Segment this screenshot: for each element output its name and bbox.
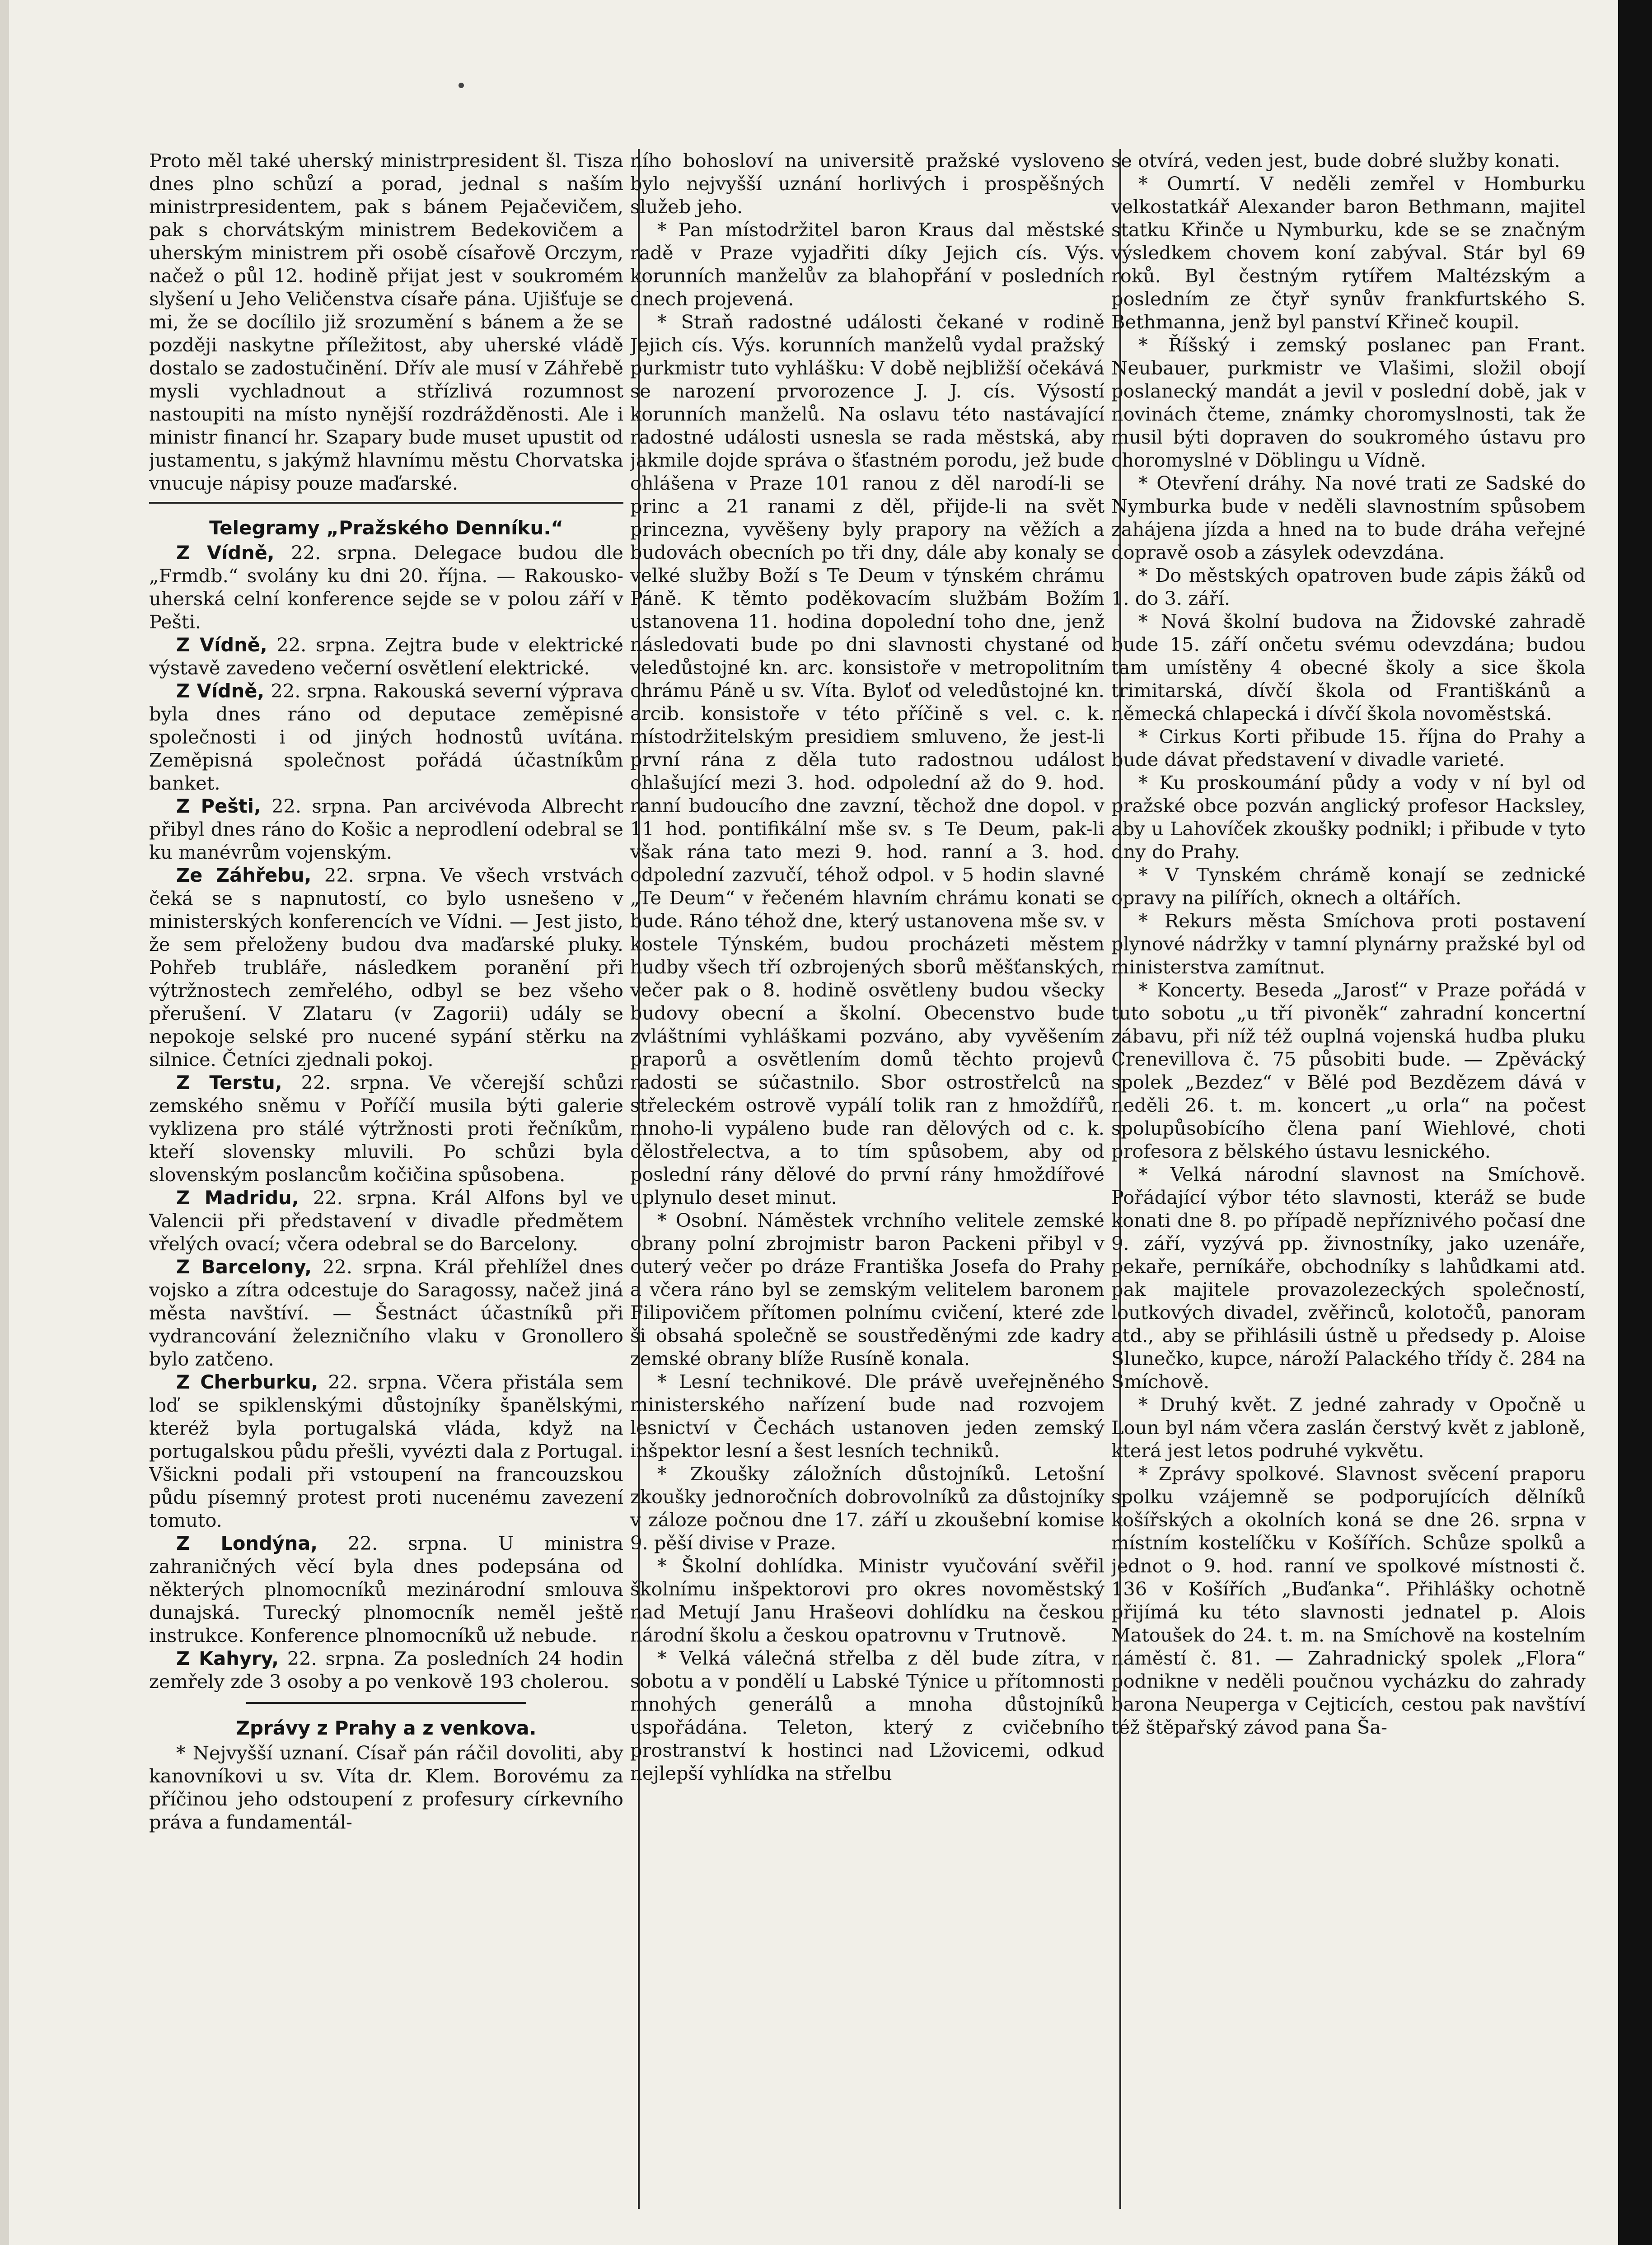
news-item: * Lesní technikové. Dle právě uveřejněného ministerského nařízení bude nad rozvojem lesnictví v Čechách ustanoven jeden zemský inšpektor lesní a šest lesních techniků. [630, 1370, 1104, 1462]
news-item: * Zkoušky záložních důstojníků. Letošní zkoušky jednoročních dobrovolníků za důstojníky v záloze počnou dne 17. září u zkoušební komise 9. pěší divise v Praze. [630, 1463, 1104, 1554]
telegram-text: 22. srpna. Rakouská severní výprava byla dnes ráno od deputace zeměpisné společnosti i od jiných hodnostů uvítána. Zeměpisná společnost pořádá účastníkům banket. [149, 680, 623, 794]
telegram-item [149, 864, 623, 1071]
news-item: ního bohosloví na universitě pražské vysloveno bylo nejvyšší uznání horlivých i prospěšných služeb jeho. [630, 150, 1104, 218]
news-item: * Koncerty. Beseda „Jarosť“ v Praze pořádá v tuto sobotu „u tří pivoněk“ zahradní koncertní zábavu, při níž též ouplná vojenská hudba pluku Crenevillova č. 75 působiti bude. — Zpěvácký spolek „Bezdez“ v Bělé pod Bezdězem dává v neděli 26. t. m. koncert „u orla“ na počest spolupůsobícího člena paní Wiehlové, choti profesora z bělského ústavu lesnického. [1111, 979, 1586, 1162]
telegram-text: 22. srpna. Ve včerejší schůzi zemského sněmu v Poříčí musila býti galerie vyklizena pro stálé výtržnosti proti řečníkům, kteří slovensky mluvili. Po schůzi byla slovenským poslancům kočičina spůsobena. [149, 1071, 623, 1186]
telegram-place: Z Vídně, [176, 680, 265, 702]
telegram-text: 22. srpna. Ve všech vrstvách čeká se s napnutostí, co bylo usnešeno v ministerských konferencích ve Vídni. — Jest jisto, že sem přeloženy budou dva maďarské pluky. Pohřeb trubláře, následkem poranění při výtržnostech zemřelého, odbyl se bez všeho přerušení. V Zlataru (v Zagorii) udály se nepokoje selské pro nucené sypání stěrku na silnice. Četníci zjednali pokoj. [149, 864, 623, 1071]
telegram-item [149, 633, 623, 679]
news-item: * Velká národní slavnost na Smíchově. Pořádající výbor této slavnosti, kteráž se bude konati dne 8. po případě nepříznivého počasí dne 9. září, vyzývá pp. živnostníky, jako uzenáře, pekaře, perníkáře, obchodníky s lahůdkami atd. pak majitele provazolezeckých společností, loutkových divadel, zvěřinců, kolotočů, panoram atd., aby se přihlásili ústně u předsedy p. Aloise Slunečko, kupce, nároží Palackého třídy č. 284 na Smíchově. [1111, 1163, 1586, 1393]
page-edge-right [1618, 0, 1652, 2245]
telegram-item [149, 1532, 623, 1647]
column-2 [630, 149, 1104, 2209]
praha-section-title: Zprávy z Prahy a z venkova. [236, 1717, 537, 1739]
news-item: * Otevření dráhy. Na nové trati ze Sadské do Nymburka bude v neděli slavnostním spůsobem zahájena jízda a hned na to bude dráha veřejné dopravě osob a zásylek odevzdána. [1111, 472, 1586, 563]
newspaper-columns [149, 149, 1586, 2209]
telegram-item [149, 1186, 623, 1255]
news-item: * Pan místodržitel baron Kraus dal městské radě v Praze vyjadřiti díky Jejich cís. Výs. korunních manželův za blahopřání v posledních dnech projevená. [630, 219, 1104, 310]
telegram-item [149, 1071, 623, 1186]
section-rule [149, 502, 623, 504]
news-item: * Nejvyšší uznaní. Císař pán ráčil dovoliti, aby kanovníkovi u sv. Víta dr. Klem. Borovému za příčinou jeho odstoupení z profesury církevního práva a fundamentál- [149, 1742, 623, 1833]
column-3 [1111, 149, 1586, 2209]
news-item: * Velká válečná střelba z děl bude zítra, v sobotu a v pondělí u Labské Týnice u přítomnosti mnohých generálů a mnoha důstojníků uspořádána. Teleton, který z cvičebního prostranství k hostinci nad Lžovicemi, odkud nejlepší vyhlídka na střelbu [630, 1647, 1104, 1784]
telegram-place: Z Vídně, [176, 542, 275, 564]
telegram-place: Z Madridu, [176, 1187, 299, 1209]
news-item: * Osobní. Náměstek vrchního velitele zemské obrany polní zbrojmistr baron Packeni přibyl v outerý večer po dráze Františka Josefa do Prahy a včera ráno byl se zemským velitelem baronem Filipovičem přítomen polnímu cvičení, které zde ši obsahá společně se soustředěnými zde kadry zemské obrany blíže Rusíně konala. [630, 1209, 1104, 1370]
news-item: * Zprávy spolkové. Slavnost svěcení praporu spolku vzájemně se podporujících dělníků košířských a okolních koná se dne 26. srpna v místním kostelíčku v Košířích. Schůze spolků a jednot o 9. hod. ranní ve spolkové místnosti č. 136 v Košířích „Buďanka“. Přihlášky ochotně přijímá ku této slavnosti jednatel p. Alois Matoušek do 24. t. m. na Smíchově na kostelním náměstí č. 81. — Zahradnický spolek „Flora“ podnikne v neděli poučnou vycházku do zahrady barona Neuperga v Cejticích, cestou pak navštíví též štěpařský závod pana Ša- [1111, 1463, 1586, 1738]
telegram-text: 22. srpna. Král přehlížel dnes vojsko a zítra odcestuje do Saragossy, načež jiná města navštíví. — Šestnáct účastníků při vydrancování železničního vlaku v Gronollero bylo zatčeno. [149, 1256, 623, 1370]
news-item: * Cirkus Korti přibude 15. října do Prahy a bude dávat představení v divadle varieté. [1111, 725, 1586, 771]
scan-mark [459, 83, 464, 88]
telegram-place: Z Pešti, [176, 795, 261, 817]
news-item: * V Tynském chrámě konají se zednické opravy na pilířích, oknech a oltářích. [1111, 864, 1586, 909]
news-item: se otvírá, veden jest, bude dobré služby konati. [1111, 150, 1560, 172]
telegram-text: 22. srpna. Král Alfons byl ve Valencii při představení v divadle předmětem vřelých ovací; včera odebral se do Barcelony. [149, 1187, 623, 1255]
telegram-item [149, 541, 623, 633]
intro-paragraph: Proto měl také uherský ministrpresident šl. Tisza dnes plno schůzí a porad, jednal s naším ministrpresidentem, pak s bánem Pejačevičem, pak s chorvátským ministrem Bedekovičem a uherským ministrem při osobě císařově Orczym, načež o půl 12. hodině přijat jest v soukromém slyšení u Jeho Veličenstva císaře pána. Ujišťuje se mi, že se docílilo již srozumění s bánem a že se později naskytne příležitost, aby uherské vládě dostalo se zadostučinění. Dřív ale musí v Záhřebě mysli vychladnout a střízlivá rozumnost nastoupiti na místo nynější rozdrážděnosti. Ale i ministr financí hr. Szapary bude muset upustit od justamentu, s jakýmž hlavnímu městu Chorvatska vnucuje nápisy pouze maďarské. [149, 150, 623, 494]
telegram-text: 22. srpna. Včera přistála sem loď se spiklenskými důstojníky španělskými, kteréž byla portugalská vláda, když na portugalskou půdu přešli, vyvézti dala z Portugal. Všickni podali při vstoupení na francouzskou půdu písemný protest proti nucenému zavezení tomuto. [149, 1371, 623, 1531]
news-item: * Školní dohlídka. Ministr vyučování svěřil školnímu inšpektorovi pro okres novoměstský nad Metují Janu Hrašeovi dohlídku na českou národní školu a českou opatrovnu v Trutnově. [630, 1555, 1104, 1646]
column-1 [149, 149, 623, 2209]
news-item: * Straň radostné události čekané v rodině Jejich cís. Výs. korunních manželů vydal pražský purkmistr tuto vyhlášku: V době nejbližší očekává se narození prvorozence J. J. cís. Výsostí korunních manželů. Na oslavu této nastávající radostné události usnesla se rada městská, aby jakmile dojde správa o šťastném porodu, jež bude ohlášena v Praze 101 ranou z děl narodí-li se princ a 21 ranami z děl, přijde-li na svět princezna, vyvěšeny byly prapory na věžích a budovách obecních po tři dny, dále aby konaly se velké služby Boží s Te Deum v týnském chrámu Páně. K těmto poděkovacím službám Božím ustanovena 11. hodina dopolední toho dne, jenž následovati bude po dni slavnosti chystané od veledůstojné kn. arc. konsistoře v metropolitním chrámu Páně u sv. Víta. Byloť od veledůstojné kn. arcib. konsistoře v této příčině s vel. c. k. místodržitelským presidiem smluveno, že jest-li první rána z děla tuto radostnou událost ohlašující mezi 3. hod. odpolední až do 9. hod. ranní budoucího dne zavzní, těchož dne dopol. v 11 hod. pontifikální mše sv. s Te Deum, pak-li však rána tato mezi 9. hod. ranní a 3. hod. odpolední zazvučí, téhož odpol. v 5 hodin slavné „Te Deum“ v řečeném hlavním chrámu konati se bude. Ráno téhož dne, který ustanovena mše sv. v kostele Týnském, budou procházeti městem hudby všech tří ozbrojených sborů měšťanských, večer pak o 8. hodině osvětleny budou všecky budovy obecní a školní. Obecenstvo bude zvláštními vyhláškami pozváno, aby vyvěšením praporů a osvětlením domů těchto projevů radosti se súčastnilo. Sbor ostrostřelců na střeleckém ostrově vypálí tolik ran z hmoždířů, mnoho-li vypáleno bude ran dělových od c. k. dělostřelectva, a to tím spůsobem, aby od poslední rány dělové do první rány hmoždířové uplynulo deset minut. [630, 311, 1104, 1208]
news-item: * Druhý květ. Z jedné zahrady v Opočně u Loun byl nám včera zaslán čerstvý květ z jabloně, která jest letos podruhé vykvětu. [1111, 1394, 1586, 1462]
telegram-place: Z Barcelony, [176, 1256, 312, 1278]
telegram-text: 22. srpna. Za posledních 24 hodin zemřely zde 3 osoby a po venkově 193 cholerou. [149, 1647, 623, 1693]
telegram-item [149, 1647, 623, 1693]
telegram-place: Ze Záhřebu, [176, 864, 312, 886]
page-edge-left [0, 0, 9, 2245]
telegram-item [149, 1255, 623, 1370]
telegram-text: 22. srpna. Zejtra bude v elektrické výstavě zavedeno večerní osvětlení elektrické. [149, 634, 623, 679]
news-item: * Rekurs města Smíchova proti postavení plynové nádržky v tamní plynárny pražské byl od ministerstva zamítnut. [1111, 910, 1586, 978]
telegram-place: Z Terstu, [176, 1071, 282, 1094]
telegram-place: Z Kahyry, [176, 1647, 279, 1670]
news-item: * Do městských opatroven bude zápis žáků od 1. do 3. září. [1111, 564, 1586, 609]
section-rule [246, 1702, 526, 1704]
telegram-section-title: Telegramy „Pražského Denníku.“ [209, 517, 563, 539]
telegram-item [149, 679, 623, 795]
telegram-item [149, 795, 623, 864]
telegram-place: Z Cherburku, [176, 1371, 318, 1393]
news-item: * Oumrtí. V neděli zemřel v Homburku velkostatkář Alexander baron Bethmann, majitel statku Křinče u Nymburku, kde se se značným výsledkem chovem koní zabýval. Stár byl 69 roků. Byl čestným rytířem Maltézským a posledním ze čtyř synův frankfurtského S. Bethmanna, jenž byl panství Křineč koupil. [1111, 173, 1586, 333]
telegram-text: 22. srpna. Pan arcivévoda Albrecht přibyl dnes ráno do Košic a neprodlení odebral se ku manévrům vojenským. [149, 795, 623, 863]
telegram-text: 22. srpna. Delegace budou dle „Frmdb.“ svolány ku dni 20. října. — Rakousko-uherská celní konference sejde se v polou září v Pešti. [149, 542, 623, 633]
news-item: * Říšský i zemský poslanec pan Frant. Neubauer, purkmistr ve Vlašimi, složil obojí poslanecký mandát a jevil v poslední době, jak v novinách čteme, známky choromyslnosti, tak že musil býti dopraven do soukromého ústavu pro choromyslné v Döblingu u Vídně. [1111, 334, 1586, 471]
telegram-place: Z Vídně, [176, 634, 267, 656]
news-item: * Ku proskoumání půdy a vody v ní byl od pražské obce pozván anglický profesor Hacksley, aby u Lahovíček zkoušky podnikl; i přibude v tyto dny do Prahy. [1111, 772, 1586, 863]
telegram-text: 22. srpna. U ministra zahraničných věcí byla dnes podepsána od některých plnomocníků mezinárodní smlouva dunajská. Turecký plnomocník neměl ještě instrukce. Konference plnomocníků už nebude. [149, 1532, 623, 1646]
telegram-item [149, 1370, 623, 1532]
telegram-place: Z Londýna, [176, 1532, 318, 1554]
news-item: * Nová školní budova na Židovské zahradě bude 15. září ončetu svému odevzdána; budou tam umístěny 4 obecné školy a sice škola trimitarská, dívčí škola od Františkánů a německá chlapecká i dívčí škola novoměstská. [1111, 610, 1586, 725]
